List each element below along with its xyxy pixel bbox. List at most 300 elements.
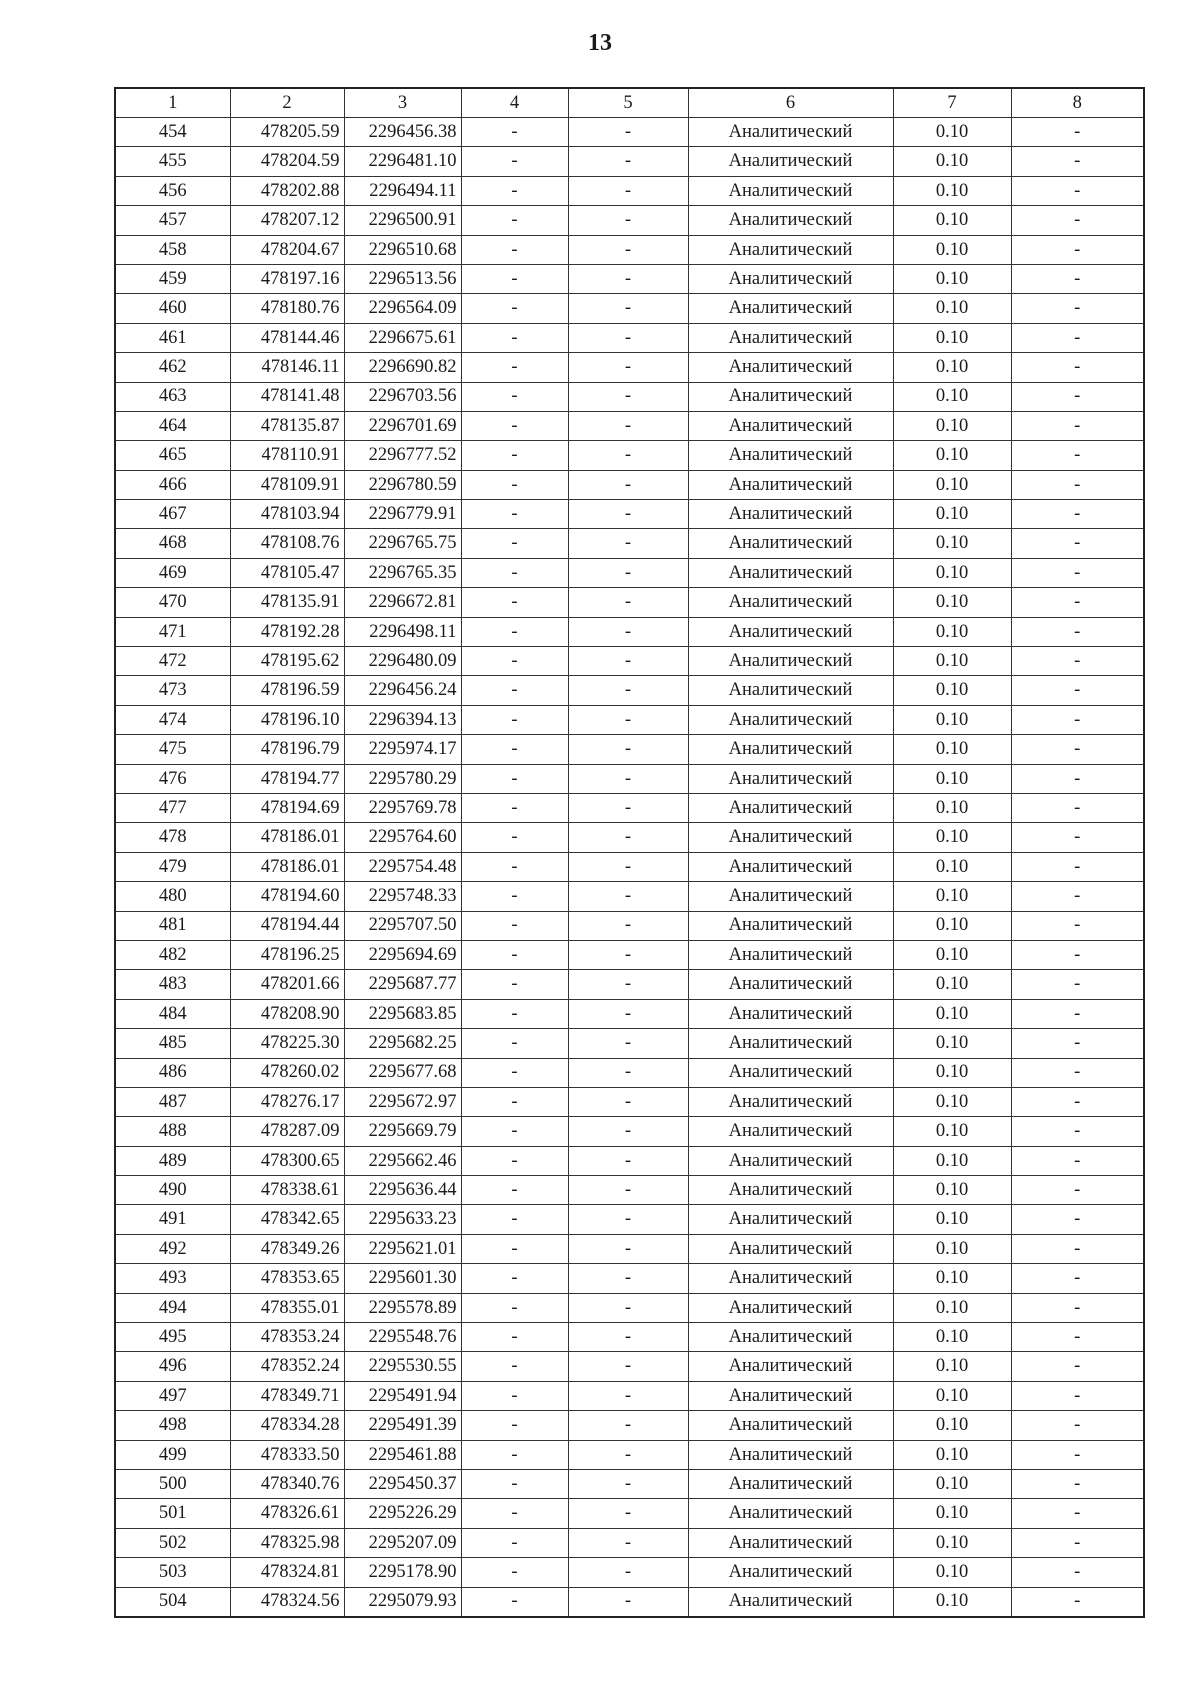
x-coordinate-cell: 478287.09 [230, 1117, 344, 1146]
y-coordinate-cell: 2296510.68 [344, 235, 461, 264]
accuracy-cell: 0.10 [893, 1411, 1011, 1440]
y-coordinate-cell: 2296494.11 [344, 176, 461, 205]
y-coordinate-cell: 2296481.10 [344, 147, 461, 176]
accuracy-cell: 0.10 [893, 206, 1011, 235]
col5-cell: - [568, 558, 688, 587]
table-row [115, 353, 1144, 382]
accuracy-cell: 0.10 [893, 264, 1011, 293]
point-number-cell: 459 [115, 264, 230, 293]
col5-cell: - [568, 353, 688, 382]
col5-cell: - [568, 617, 688, 646]
col5-cell: - [568, 1117, 688, 1146]
y-coordinate-cell: 2296513.56 [344, 264, 461, 293]
accuracy-cell: 0.10 [893, 1293, 1011, 1322]
method-cell: Аналитический [688, 1293, 893, 1322]
point-number-cell: 476 [115, 764, 230, 793]
point-number-cell: 496 [115, 1352, 230, 1381]
table-row [115, 705, 1144, 734]
table-row [115, 735, 1144, 764]
method-cell: Аналитический [688, 764, 893, 793]
point-number-cell: 479 [115, 852, 230, 881]
col8-cell: - [1011, 294, 1144, 323]
accuracy-cell: 0.10 [893, 705, 1011, 734]
col8-cell: - [1011, 999, 1144, 1028]
point-number-cell: 471 [115, 617, 230, 646]
table-row [115, 1381, 1144, 1410]
col8-cell: - [1011, 940, 1144, 969]
col8-cell: - [1011, 235, 1144, 264]
col5-cell: - [568, 1352, 688, 1381]
x-coordinate-cell: 478324.81 [230, 1558, 344, 1587]
col5-cell: - [568, 118, 688, 147]
col8-cell: - [1011, 1411, 1144, 1440]
method-cell: Аналитический [688, 1499, 893, 1528]
point-number-cell: 491 [115, 1205, 230, 1234]
col5-cell: - [568, 206, 688, 235]
point-number-cell: 504 [115, 1587, 230, 1617]
y-coordinate-cell: 2295974.17 [344, 735, 461, 764]
point-number-cell: 468 [115, 529, 230, 558]
accuracy-cell: 0.10 [893, 970, 1011, 999]
method-cell: Аналитический [688, 1117, 893, 1146]
x-coordinate-cell: 478342.65 [230, 1205, 344, 1234]
col8-cell: - [1011, 735, 1144, 764]
col4-cell: - [461, 852, 568, 881]
y-coordinate-cell: 2295780.29 [344, 764, 461, 793]
y-coordinate-cell: 2296690.82 [344, 353, 461, 382]
col8-cell: - [1011, 1558, 1144, 1587]
y-coordinate-cell: 2295578.89 [344, 1293, 461, 1322]
accuracy-cell: 0.10 [893, 353, 1011, 382]
col5-cell: - [568, 147, 688, 176]
point-number-cell: 498 [115, 1411, 230, 1440]
accuracy-cell: 0.10 [893, 764, 1011, 793]
col8-cell: - [1011, 793, 1144, 822]
x-coordinate-cell: 478146.11 [230, 353, 344, 382]
col8-cell: - [1011, 676, 1144, 705]
col8-cell: - [1011, 1440, 1144, 1469]
method-cell: Аналитический [688, 647, 893, 676]
x-coordinate-cell: 478208.90 [230, 999, 344, 1028]
col4-cell: - [461, 529, 568, 558]
table-row [115, 1146, 1144, 1175]
col4-cell: - [461, 1499, 568, 1528]
accuracy-cell: 0.10 [893, 1146, 1011, 1175]
x-coordinate-cell: 478103.94 [230, 500, 344, 529]
point-number-cell: 465 [115, 441, 230, 470]
point-number-cell: 478 [115, 823, 230, 852]
col4-cell: - [461, 1381, 568, 1410]
col5-cell: - [568, 294, 688, 323]
col8-cell: - [1011, 764, 1144, 793]
x-coordinate-cell: 478353.65 [230, 1264, 344, 1293]
accuracy-cell: 0.10 [893, 1469, 1011, 1498]
y-coordinate-cell: 2295769.78 [344, 793, 461, 822]
accuracy-cell: 0.10 [893, 1323, 1011, 1352]
table-row [115, 411, 1144, 440]
point-number-cell: 497 [115, 1381, 230, 1410]
table-row [115, 911, 1144, 940]
method-cell: Аналитический [688, 1205, 893, 1234]
x-coordinate-cell: 478202.88 [230, 176, 344, 205]
x-coordinate-cell: 478135.87 [230, 411, 344, 440]
column-header: 3 [344, 88, 461, 118]
y-coordinate-cell: 2295461.88 [344, 1440, 461, 1469]
col4-cell: - [461, 1411, 568, 1440]
method-cell: Аналитический [688, 294, 893, 323]
point-number-cell: 462 [115, 353, 230, 382]
x-coordinate-cell: 478207.12 [230, 206, 344, 235]
y-coordinate-cell: 2295621.01 [344, 1234, 461, 1263]
accuracy-cell: 0.10 [893, 118, 1011, 147]
point-number-cell: 501 [115, 1499, 230, 1528]
x-coordinate-cell: 478194.44 [230, 911, 344, 940]
accuracy-cell: 0.10 [893, 1176, 1011, 1205]
table-row [115, 294, 1144, 323]
point-number-cell: 469 [115, 558, 230, 587]
point-number-cell: 492 [115, 1234, 230, 1263]
col5-cell: - [568, 735, 688, 764]
col5-cell: - [568, 852, 688, 881]
accuracy-cell: 0.10 [893, 1029, 1011, 1058]
x-coordinate-cell: 478186.01 [230, 823, 344, 852]
point-number-cell: 480 [115, 882, 230, 911]
y-coordinate-cell: 2296703.56 [344, 382, 461, 411]
x-coordinate-cell: 478135.91 [230, 588, 344, 617]
col4-cell: - [461, 1205, 568, 1234]
point-number-cell: 472 [115, 647, 230, 676]
point-number-cell: 475 [115, 735, 230, 764]
col4-cell: - [461, 1029, 568, 1058]
col5-cell: - [568, 1205, 688, 1234]
col4-cell: - [461, 705, 568, 734]
col8-cell: - [1011, 264, 1144, 293]
y-coordinate-cell: 2296480.09 [344, 647, 461, 676]
col8-cell: - [1011, 852, 1144, 881]
y-coordinate-cell: 2295672.97 [344, 1087, 461, 1116]
table-row [115, 529, 1144, 558]
table-body [115, 118, 1144, 1617]
accuracy-cell: 0.10 [893, 470, 1011, 499]
x-coordinate-cell: 478194.69 [230, 793, 344, 822]
col8-cell: - [1011, 1234, 1144, 1263]
col8-cell: - [1011, 1293, 1144, 1322]
point-number-cell: 461 [115, 323, 230, 352]
col4-cell: - [461, 206, 568, 235]
x-coordinate-cell: 478192.28 [230, 617, 344, 646]
method-cell: Аналитический [688, 911, 893, 940]
col5-cell: - [568, 1469, 688, 1498]
x-coordinate-cell: 478144.46 [230, 323, 344, 352]
method-cell: Аналитический [688, 147, 893, 176]
col8-cell: - [1011, 1205, 1144, 1234]
accuracy-cell: 0.10 [893, 441, 1011, 470]
method-cell: Аналитический [688, 500, 893, 529]
method-cell: Аналитический [688, 617, 893, 646]
table-row [115, 558, 1144, 587]
y-coordinate-cell: 2295683.85 [344, 999, 461, 1028]
col5-cell: - [568, 411, 688, 440]
col4-cell: - [461, 1352, 568, 1381]
col5-cell: - [568, 382, 688, 411]
point-number-cell: 502 [115, 1528, 230, 1557]
point-number-cell: 490 [115, 1176, 230, 1205]
col4-cell: - [461, 1528, 568, 1557]
y-coordinate-cell: 2295491.94 [344, 1381, 461, 1410]
point-number-cell: 499 [115, 1440, 230, 1469]
table-row [115, 1440, 1144, 1469]
col4-cell: - [461, 911, 568, 940]
accuracy-cell: 0.10 [893, 793, 1011, 822]
table-row [115, 1029, 1144, 1058]
point-number-cell: 466 [115, 470, 230, 499]
col5-cell: - [568, 1058, 688, 1087]
x-coordinate-cell: 478338.61 [230, 1176, 344, 1205]
table-row [115, 1117, 1144, 1146]
point-number-cell: 474 [115, 705, 230, 734]
x-coordinate-cell: 478352.24 [230, 1352, 344, 1381]
table-row [115, 882, 1144, 911]
col5-cell: - [568, 1087, 688, 1116]
column-header: 1 [115, 88, 230, 118]
accuracy-cell: 0.10 [893, 1528, 1011, 1557]
column-header: 4 [461, 88, 568, 118]
col4-cell: - [461, 1234, 568, 1263]
accuracy-cell: 0.10 [893, 323, 1011, 352]
x-coordinate-cell: 478141.48 [230, 382, 344, 411]
point-number-cell: 483 [115, 970, 230, 999]
method-cell: Аналитический [688, 1411, 893, 1440]
col4-cell: - [461, 1176, 568, 1205]
accuracy-cell: 0.10 [893, 1234, 1011, 1263]
x-coordinate-cell: 478300.65 [230, 1146, 344, 1175]
accuracy-cell: 0.10 [893, 882, 1011, 911]
x-coordinate-cell: 478196.25 [230, 940, 344, 969]
col4-cell: - [461, 793, 568, 822]
method-cell: Аналитический [688, 1528, 893, 1557]
col5-cell: - [568, 176, 688, 205]
y-coordinate-cell: 2296675.61 [344, 323, 461, 352]
point-number-cell: 470 [115, 588, 230, 617]
col4-cell: - [461, 676, 568, 705]
accuracy-cell: 0.10 [893, 1558, 1011, 1587]
point-number-cell: 487 [115, 1087, 230, 1116]
method-cell: Аналитический [688, 1087, 893, 1116]
accuracy-cell: 0.10 [893, 999, 1011, 1028]
method-cell: Аналитический [688, 176, 893, 205]
col8-cell: - [1011, 911, 1144, 940]
table-row [115, 206, 1144, 235]
accuracy-cell: 0.10 [893, 411, 1011, 440]
table-row [115, 764, 1144, 793]
y-coordinate-cell: 2295687.77 [344, 970, 461, 999]
table-row [115, 1087, 1144, 1116]
col8-cell: - [1011, 1117, 1144, 1146]
table-row [115, 617, 1144, 646]
table-row [115, 1499, 1144, 1528]
accuracy-cell: 0.10 [893, 176, 1011, 205]
accuracy-cell: 0.10 [893, 1117, 1011, 1146]
y-coordinate-cell: 2295633.23 [344, 1205, 461, 1234]
method-cell: Аналитический [688, 411, 893, 440]
col4-cell: - [461, 1264, 568, 1293]
col4-cell: - [461, 382, 568, 411]
method-cell: Аналитический [688, 1176, 893, 1205]
table-row [115, 970, 1144, 999]
col5-cell: - [568, 500, 688, 529]
accuracy-cell: 0.10 [893, 647, 1011, 676]
point-number-cell: 463 [115, 382, 230, 411]
method-cell: Аналитический [688, 1352, 893, 1381]
table-row [115, 1323, 1144, 1352]
point-number-cell: 454 [115, 118, 230, 147]
method-cell: Аналитический [688, 1234, 893, 1263]
x-coordinate-cell: 478194.60 [230, 882, 344, 911]
table-row [115, 676, 1144, 705]
method-cell: Аналитический [688, 529, 893, 558]
col8-cell: - [1011, 500, 1144, 529]
y-coordinate-cell: 2295491.39 [344, 1411, 461, 1440]
accuracy-cell: 0.10 [893, 1587, 1011, 1617]
method-cell: Аналитический [688, 1029, 893, 1058]
x-coordinate-cell: 478349.26 [230, 1234, 344, 1263]
y-coordinate-cell: 2296765.75 [344, 529, 461, 558]
y-coordinate-cell: 2295662.46 [344, 1146, 461, 1175]
col8-cell: - [1011, 705, 1144, 734]
x-coordinate-cell: 478333.50 [230, 1440, 344, 1469]
col8-cell: - [1011, 1469, 1144, 1498]
y-coordinate-cell: 2296672.81 [344, 588, 461, 617]
point-number-cell: 493 [115, 1264, 230, 1293]
table-row [115, 176, 1144, 205]
method-cell: Аналитический [688, 441, 893, 470]
col8-cell: - [1011, 1264, 1144, 1293]
x-coordinate-cell: 478204.59 [230, 147, 344, 176]
y-coordinate-cell: 2296498.11 [344, 617, 461, 646]
col8-cell: - [1011, 411, 1144, 440]
col8-cell: - [1011, 529, 1144, 558]
x-coordinate-cell: 478194.77 [230, 764, 344, 793]
accuracy-cell: 0.10 [893, 294, 1011, 323]
table-row [115, 793, 1144, 822]
x-coordinate-cell: 478110.91 [230, 441, 344, 470]
y-coordinate-cell: 2295079.93 [344, 1587, 461, 1617]
col8-cell: - [1011, 323, 1144, 352]
y-coordinate-cell: 2295677.68 [344, 1058, 461, 1087]
col8-cell: - [1011, 617, 1144, 646]
accuracy-cell: 0.10 [893, 588, 1011, 617]
col5-cell: - [568, 1528, 688, 1557]
accuracy-cell: 0.10 [893, 1499, 1011, 1528]
method-cell: Аналитический [688, 1381, 893, 1410]
col4-cell: - [461, 441, 568, 470]
y-coordinate-cell: 2295178.90 [344, 1558, 461, 1587]
x-coordinate-cell: 478105.47 [230, 558, 344, 587]
point-number-cell: 464 [115, 411, 230, 440]
x-coordinate-cell: 478334.28 [230, 1411, 344, 1440]
table-row [115, 647, 1144, 676]
table-row [115, 1205, 1144, 1234]
method-cell: Аналитический [688, 1587, 893, 1617]
col5-cell: - [568, 823, 688, 852]
y-coordinate-cell: 2296701.69 [344, 411, 461, 440]
accuracy-cell: 0.10 [893, 1087, 1011, 1116]
col4-cell: - [461, 1440, 568, 1469]
table-row [115, 1558, 1144, 1587]
y-coordinate-cell: 2295226.29 [344, 1499, 461, 1528]
column-header: 5 [568, 88, 688, 118]
col5-cell: - [568, 470, 688, 499]
point-number-cell: 456 [115, 176, 230, 205]
x-coordinate-cell: 478324.56 [230, 1587, 344, 1617]
col5-cell: - [568, 1381, 688, 1410]
col5-cell: - [568, 441, 688, 470]
col4-cell: - [461, 1469, 568, 1498]
col5-cell: - [568, 1264, 688, 1293]
col5-cell: - [568, 940, 688, 969]
method-cell: Аналитический [688, 1146, 893, 1175]
col4-cell: - [461, 1558, 568, 1587]
col8-cell: - [1011, 1058, 1144, 1087]
accuracy-cell: 0.10 [893, 1352, 1011, 1381]
col4-cell: - [461, 176, 568, 205]
coordinates-table [114, 87, 1145, 1618]
point-number-cell: 500 [115, 1469, 230, 1498]
col4-cell: - [461, 1058, 568, 1087]
table-row [115, 147, 1144, 176]
col4-cell: - [461, 353, 568, 382]
table-row [115, 1587, 1144, 1617]
y-coordinate-cell: 2296564.09 [344, 294, 461, 323]
table-row [115, 588, 1144, 617]
table-row [115, 1264, 1144, 1293]
x-coordinate-cell: 478355.01 [230, 1293, 344, 1322]
col4-cell: - [461, 999, 568, 1028]
table-row [115, 1528, 1144, 1557]
x-coordinate-cell: 478109.91 [230, 470, 344, 499]
col5-cell: - [568, 705, 688, 734]
accuracy-cell: 0.10 [893, 940, 1011, 969]
y-coordinate-cell: 2295682.25 [344, 1029, 461, 1058]
method-cell: Аналитический [688, 852, 893, 881]
col5-cell: - [568, 764, 688, 793]
col8-cell: - [1011, 1176, 1144, 1205]
col8-cell: - [1011, 382, 1144, 411]
column-header: 6 [688, 88, 893, 118]
col8-cell: - [1011, 176, 1144, 205]
col4-cell: - [461, 470, 568, 499]
accuracy-cell: 0.10 [893, 617, 1011, 646]
col5-cell: - [568, 999, 688, 1028]
method-cell: Аналитический [688, 118, 893, 147]
col4-cell: - [461, 882, 568, 911]
method-cell: Аналитический [688, 470, 893, 499]
method-cell: Аналитический [688, 264, 893, 293]
col5-cell: - [568, 1323, 688, 1352]
col8-cell: - [1011, 1352, 1144, 1381]
accuracy-cell: 0.10 [893, 558, 1011, 587]
method-cell: Аналитический [688, 235, 893, 264]
accuracy-cell: 0.10 [893, 1205, 1011, 1234]
method-cell: Аналитический [688, 999, 893, 1028]
x-coordinate-cell: 478180.76 [230, 294, 344, 323]
col4-cell: - [461, 294, 568, 323]
x-coordinate-cell: 478196.59 [230, 676, 344, 705]
col4-cell: - [461, 1146, 568, 1175]
method-cell: Аналитический [688, 676, 893, 705]
col8-cell: - [1011, 353, 1144, 382]
col4-cell: - [461, 323, 568, 352]
